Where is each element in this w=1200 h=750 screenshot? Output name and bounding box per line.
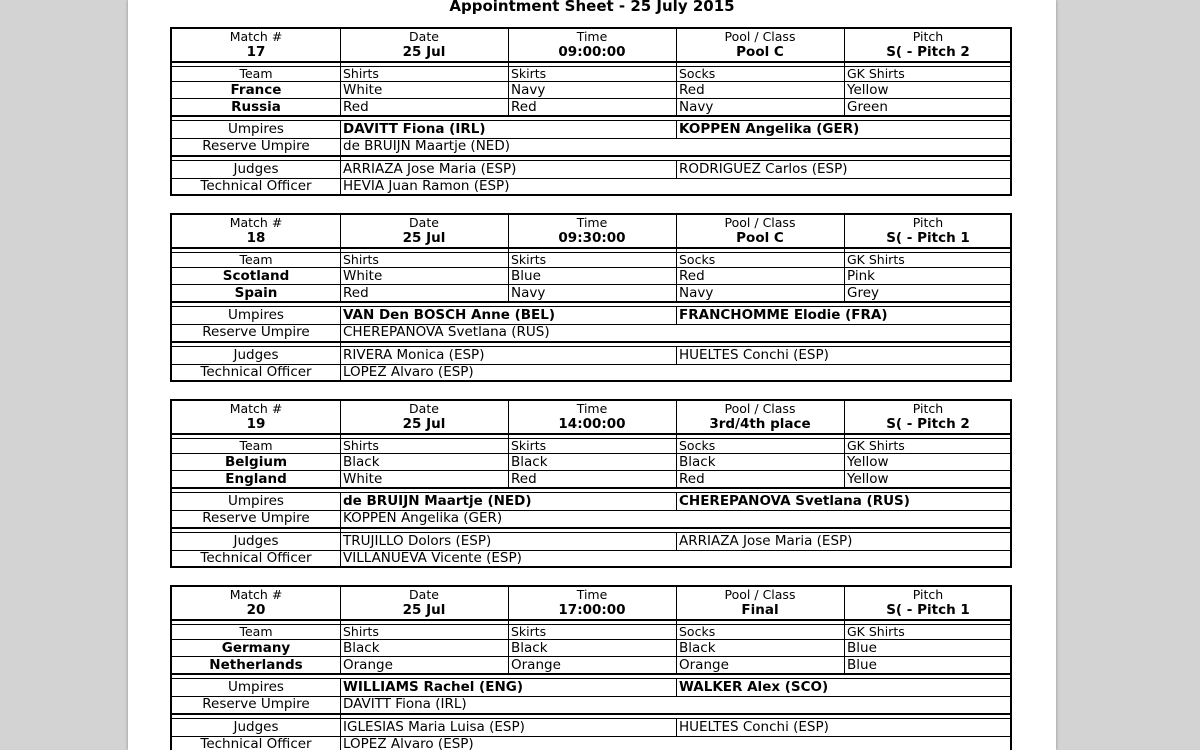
match-number: 20	[246, 602, 266, 618]
team-name: France	[230, 82, 282, 98]
row-divider	[172, 247, 1010, 249]
row-divider	[172, 713, 1010, 715]
judge-1: TRUJILLO Dolors (ESP)	[343, 533, 492, 549]
team-name: Netherlands	[209, 657, 303, 673]
match-time-label: Time	[576, 215, 608, 230]
team-label: Team	[239, 438, 273, 453]
technical-officer-label: Technical Officer	[200, 550, 312, 566]
team-label: Team	[239, 252, 273, 267]
team-gk-shirts: Blue	[847, 640, 877, 656]
match-number-label: Match #	[229, 215, 283, 230]
match-date-label: Date	[409, 215, 439, 230]
skirts-label: Skirts	[511, 252, 547, 267]
match-block	[170, 27, 1012, 196]
technical-officer-label: Technical Officer	[200, 364, 312, 380]
skirts-label: Skirts	[511, 438, 547, 453]
row-divider	[172, 61, 1010, 63]
judges-label: Judges	[233, 161, 279, 177]
team-socks: Black	[679, 640, 716, 656]
match-pitch: S( - Pitch 1	[886, 230, 970, 246]
team-socks: Navy	[679, 285, 714, 301]
match-pool: Final	[741, 602, 779, 618]
judges-label: Judges	[233, 719, 279, 735]
umpires-label: Umpires	[228, 307, 284, 323]
match-pitch: S( - Pitch 2	[886, 416, 970, 432]
socks-label: Socks	[679, 252, 716, 267]
team-gk-shirts: Yellow	[847, 82, 889, 98]
match-pool: Pool C	[736, 230, 784, 246]
umpire-1: de BRUIJN Maartje (NED)	[343, 493, 532, 509]
row-divider	[172, 433, 1010, 435]
shirts-label: Shirts	[343, 66, 379, 81]
judge-1: IGLESIAS Maria Luisa (ESP)	[343, 719, 525, 735]
team-socks: Black	[679, 454, 716, 470]
team-shirts: Red	[343, 285, 369, 301]
team-shirts: Orange	[343, 657, 393, 673]
document-page	[128, 0, 1056, 750]
match-pool-label: Pool / Class	[724, 215, 796, 230]
team-shirts: Red	[343, 99, 369, 115]
team-name: Spain	[234, 285, 278, 301]
gk-shirts-label: GK Shirts	[847, 438, 905, 453]
umpire-1: DAVITT Fiona (IRL)	[343, 121, 486, 137]
team-shirts: White	[343, 471, 383, 487]
umpire-1: WILLIAMS Rachel (ENG)	[343, 679, 523, 695]
team-name: Russia	[231, 99, 281, 115]
row-divider	[172, 619, 1010, 621]
team-gk-shirts: Pink	[847, 268, 875, 284]
technical-officer: LOPEZ Alvaro (ESP)	[343, 736, 474, 750]
team-shirts: White	[343, 82, 383, 98]
match-number-label: Match #	[229, 587, 283, 602]
match-time: 17:00:00	[558, 602, 626, 618]
technical-officer: HEVIA Juan Ramon (ESP)	[343, 178, 510, 194]
reserve-umpire-label: Reserve Umpire	[202, 696, 310, 712]
team-shirts: Black	[343, 454, 380, 470]
team-gk-shirts: Green	[847, 99, 888, 115]
umpire-2: WALKER Alex (SCO)	[679, 679, 829, 695]
match-date-label: Date	[409, 401, 439, 416]
socks-label: Socks	[679, 66, 716, 81]
match-pitch: S( - Pitch 2	[886, 44, 970, 60]
technical-officer-label: Technical Officer	[200, 178, 312, 194]
team-skirts: Navy	[511, 82, 546, 98]
team-gk-shirts: Grey	[847, 285, 880, 301]
umpire-1: VAN Den BOSCH Anne (BEL)	[343, 307, 556, 323]
match-pool-label: Pool / Class	[724, 29, 796, 44]
reserve-umpire: de BRUIJN Maartje (NED)	[343, 138, 510, 154]
match-pitch-label: Pitch	[912, 401, 944, 416]
team-skirts: Red	[511, 471, 537, 487]
judge-2: HUELTES Conchi (ESP)	[679, 719, 829, 735]
judges-label: Judges	[233, 347, 279, 363]
team-skirts: Black	[511, 454, 548, 470]
match-number-label: Match #	[229, 401, 283, 416]
team-socks: Orange	[679, 657, 729, 673]
team-skirts: Orange	[511, 657, 561, 673]
team-gk-shirts: Yellow	[847, 471, 889, 487]
team-name: Germany	[221, 640, 291, 656]
match-time-label: Time	[576, 401, 608, 416]
match-time: 09:30:00	[558, 230, 626, 246]
shirts-label: Shirts	[343, 252, 379, 267]
technical-officer: LOPEZ Alvaro (ESP)	[343, 364, 474, 380]
match-number-label: Match #	[229, 29, 283, 44]
gk-shirts-label: GK Shirts	[847, 66, 905, 81]
team-skirts: Blue	[511, 268, 541, 284]
match-pool: 3rd/4th place	[709, 416, 811, 432]
team-gk-shirts: Yellow	[847, 454, 889, 470]
match-number: 19	[246, 416, 266, 432]
judge-1: ARRIAZA Jose Maria (ESP)	[343, 161, 517, 177]
match-pitch-label: Pitch	[912, 29, 944, 44]
team-skirts: Red	[511, 99, 537, 115]
judge-2: HUELTES Conchi (ESP)	[679, 347, 829, 363]
team-name: Belgium	[224, 454, 288, 470]
team-name: England	[225, 471, 287, 487]
reserve-umpire-label: Reserve Umpire	[202, 324, 310, 340]
reserve-umpire: KOPPEN Angelika (GER)	[343, 510, 503, 526]
match-number: 18	[246, 230, 266, 246]
team-shirts: White	[343, 268, 383, 284]
socks-label: Socks	[679, 624, 716, 639]
judge-2: ARRIAZA Jose Maria (ESP)	[679, 533, 853, 549]
judges-label: Judges	[233, 533, 279, 549]
match-pool: Pool C	[736, 44, 784, 60]
match-time: 09:00:00	[558, 44, 626, 60]
match-date: 25 Jul	[402, 416, 446, 432]
team-label: Team	[239, 624, 273, 639]
match-pitch-label: Pitch	[912, 587, 944, 602]
umpire-2: FRANCHOMME Elodie (FRA)	[679, 307, 888, 323]
team-socks: Red	[679, 268, 705, 284]
team-name: Scotland	[222, 268, 290, 284]
reserve-umpire: DAVITT Fiona (IRL)	[343, 696, 467, 712]
reserve-umpire-label: Reserve Umpire	[202, 138, 310, 154]
skirts-label: Skirts	[511, 66, 547, 81]
team-skirts: Navy	[511, 285, 546, 301]
reserve-umpire: CHEREPANOVA Svetlana (RUS)	[343, 324, 550, 340]
match-number: 17	[246, 44, 266, 60]
match-time: 14:00:00	[558, 416, 626, 432]
team-socks: Navy	[679, 99, 714, 115]
match-time-label: Time	[576, 587, 608, 602]
team-skirts: Black	[511, 640, 548, 656]
umpires-label: Umpires	[228, 679, 284, 695]
shirts-label: Shirts	[343, 624, 379, 639]
match-date: 25 Jul	[402, 44, 446, 60]
match-pool-label: Pool / Class	[724, 401, 796, 416]
match-date: 25 Jul	[402, 230, 446, 246]
row-divider	[172, 341, 1010, 343]
row-divider	[172, 155, 1010, 157]
match-date-label: Date	[409, 29, 439, 44]
match-pool-label: Pool / Class	[724, 587, 796, 602]
match-date: 25 Jul	[402, 602, 446, 618]
match-block	[170, 399, 1012, 568]
umpire-2: KOPPEN Angelika (GER)	[679, 121, 860, 137]
team-socks: Red	[679, 82, 705, 98]
match-time-label: Time	[576, 29, 608, 44]
shirts-label: Shirts	[343, 438, 379, 453]
team-socks: Red	[679, 471, 705, 487]
sheet-title: Appointment Sheet - 25 July 2015	[449, 0, 735, 15]
technical-officer: VILLANUEVA Vicente (ESP)	[343, 550, 522, 566]
umpires-label: Umpires	[228, 493, 284, 509]
team-label: Team	[239, 66, 273, 81]
skirts-label: Skirts	[511, 624, 547, 639]
match-pitch: S( - Pitch 1	[886, 602, 970, 618]
match-block	[170, 213, 1012, 382]
team-shirts: Black	[343, 640, 380, 656]
socks-label: Socks	[679, 438, 716, 453]
match-date-label: Date	[409, 587, 439, 602]
technical-officer-label: Technical Officer	[200, 736, 312, 750]
team-gk-shirts: Blue	[847, 657, 877, 673]
match-block	[170, 585, 1012, 750]
match-pitch-label: Pitch	[912, 215, 944, 230]
gk-shirts-label: GK Shirts	[847, 252, 905, 267]
reserve-umpire-label: Reserve Umpire	[202, 510, 310, 526]
judge-2: RODRIGUEZ Carlos (ESP)	[679, 161, 848, 177]
judge-1: RIVERA Monica (ESP)	[343, 347, 485, 363]
gk-shirts-label: GK Shirts	[847, 624, 905, 639]
umpire-2: CHEREPANOVA Svetlana (RUS)	[679, 493, 910, 509]
row-divider	[172, 527, 1010, 529]
umpires-label: Umpires	[228, 121, 284, 137]
